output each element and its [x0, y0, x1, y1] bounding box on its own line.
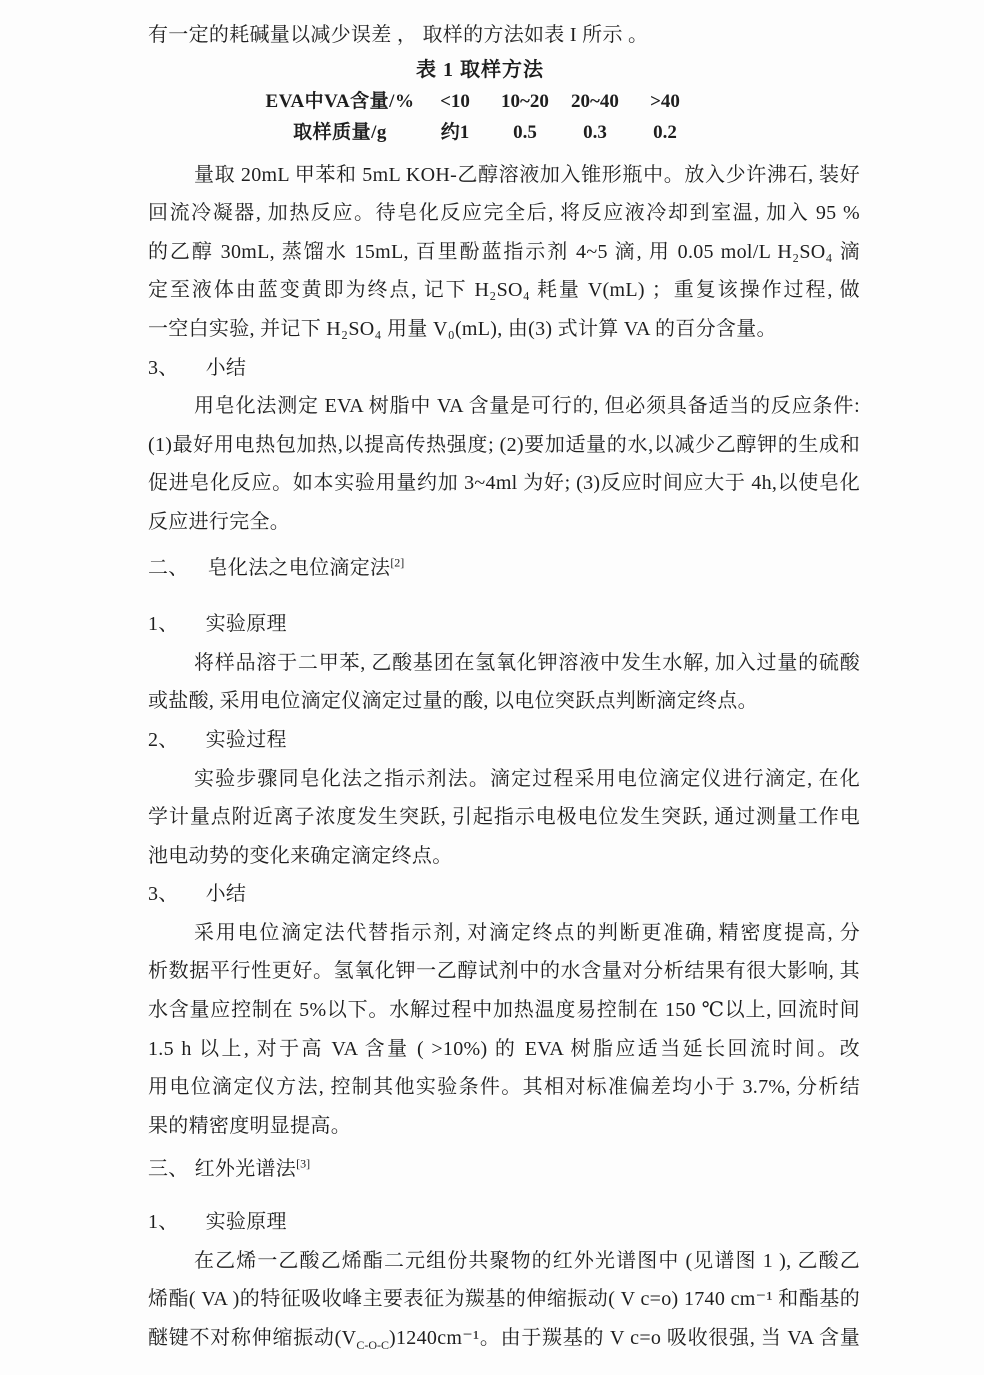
paragraph-line: 池电动势的变化来确定滴定终点。	[148, 844, 453, 867]
body-line-intro: 有一定的耗碱量以减少误差 ， 取样的方法如表 I 所示 。	[148, 24, 649, 46]
table-row-label: 取样质量/g	[293, 121, 387, 143]
paragraph-line: 果的精密度明显提高。	[148, 1114, 351, 1137]
heading-label: 红外光谱法	[194, 1158, 297, 1181]
subsection-heading-principle-3	[148, 1203, 860, 1242]
paragraph-line: 学计量点附近离子浓度发生突跃, 引起指示电极电位发生突跃, 通过测量工作电	[148, 806, 860, 829]
formula-subscript: C-O-C	[356, 1337, 390, 1352]
section-heading-2	[148, 549, 860, 588]
paragraph-line-with-formula	[148, 1319, 860, 1358]
table-header-row	[260, 86, 700, 117]
paragraph-line: 量取 20mL 甲苯和 5mL KOH-乙醇溶液加入锥形瓶中。放入少许沸石, 装好	[194, 163, 860, 186]
heading-number: 三、	[148, 1158, 189, 1181]
heading-number: 3、	[148, 883, 179, 906]
table-header-cell: <10	[440, 90, 470, 112]
heading-label: 实验过程	[205, 728, 287, 751]
table-header-cell: >40	[650, 90, 680, 112]
paragraph-line: (1)最好用电热包加热,以提高传热强度; (2)要加适量的水,以减少乙醇钾的生成和	[148, 433, 860, 456]
formula-text-post: )1240cm⁻¹。由于羰基的 V c=o 吸收很强, 当 VA 含量	[389, 1326, 861, 1349]
subsection-heading-summary-2	[148, 875, 860, 914]
subsection-heading-summary-1	[148, 349, 860, 388]
paragraph-line: 用电位滴定仪方法, 控制其他实验条件。其相对标准偏差均小于 3.7%, 分析结	[148, 1076, 860, 1099]
heading-number: 1、	[148, 1211, 179, 1234]
heading-label: 皂化法之电位滴定法	[207, 556, 391, 579]
table-title: 表 1 取样方法	[416, 58, 544, 81]
citation-superscript: [3]	[296, 1156, 311, 1171]
table-cell: 0.3	[583, 121, 607, 143]
paragraph-line: 用皂化法测定 EVA 树脂中 VA 含量是可行的, 但必须具备适当的反应条件:	[194, 395, 860, 418]
heading-number: 二、	[148, 556, 189, 579]
paragraph-line: 析数据平行性更好。氢氧化钾一乙醇试剂中的水含量对分析结果有很大影响, 其	[148, 960, 860, 983]
table-cell: 0.2	[653, 121, 677, 143]
heading-number: 1、	[148, 613, 179, 636]
table-cell: 约1	[440, 121, 470, 143]
formula-text-pre: 醚键不对称伸缩振动(V	[148, 1326, 357, 1349]
citation-superscript: [2]	[390, 554, 405, 569]
paragraph-line: 反应进行完全。	[148, 510, 291, 533]
sampling-method-table	[260, 55, 700, 148]
subsection-heading-process-2	[148, 721, 860, 760]
heading-label: 小结	[205, 883, 247, 906]
heading-label: 实验原理	[205, 1211, 287, 1234]
paragraph-line: 采用电位滴定法代替指示剂, 对滴定终点的判断更准确, 精密度提高, 分	[194, 921, 860, 944]
table-cell: 0.5	[513, 121, 537, 143]
paragraph-line: 回流冷凝器, 加热反应。待皂化反应完全后, 将反应液冷却到室温, 加入 95 %	[148, 202, 860, 225]
paragraph-line: 的乙醇 30mL, 蒸馏水 15mL, 百里酚蓝指示剂 4~5 滴, 用 0.05 mol/L H₂SO₄ 滴	[148, 240, 860, 263]
paragraph-line: 烯酯( VA )的特征吸收峰主要表征为羰基的伸缩振动( V c=o) 1740 cm⁻¹ 和酯基的	[148, 1288, 860, 1311]
section-heading-3	[148, 1150, 860, 1189]
subsection-heading-principle-2	[148, 605, 860, 644]
table-header-cell: 20~40	[571, 90, 619, 112]
paragraph-line: 实验步骤同皂化法之指示剂法。滴定过程采用电位滴定仪进行滴定, 在化	[194, 767, 860, 790]
paragraph-line: 一空白实验, 并记下 H₂SO₄ 用量 V₀(mL), 由(3) 式计算 VA 的百分含量。	[148, 317, 777, 340]
heading-number: 3、	[148, 356, 179, 379]
table-header-label: EVA中VA含量/%	[265, 90, 415, 112]
paragraph-line: 将样品溶于二甲苯, 乙酸基团在氢氧化钾溶液中发生水解, 加入过量的硫酸	[194, 651, 860, 674]
table-data-row	[260, 117, 700, 148]
paragraph-line: 在乙烯一乙酸乙烯酯二元组份共聚物的红外光谱图中 (见谱图 1 ), 乙酸乙	[194, 1249, 860, 1272]
heading-label: 实验原理	[205, 613, 287, 636]
paragraph-line: 1.5 h 以上, 对于高 VA 含量 ( >10%) 的 EVA 树脂应适当延长回流时间。改	[148, 1037, 860, 1060]
paragraph-line: 水含量应控制在 5%以下。水解过程中加热温度易控制在 150 ℃以上, 回流时间	[148, 999, 860, 1022]
table-header-cell: 10~20	[501, 90, 549, 112]
heading-number: 2、	[148, 728, 179, 751]
paragraph-line: 或盐酸, 采用电位滴定仪滴定过量的酸, 以电位突跃点判断滴定终点。	[148, 690, 758, 713]
heading-label: 小结	[205, 356, 247, 379]
paragraph-line: 促进皂化反应。如本实验用量约加 3~4ml 为好; (3)反应时间应大于 4h,以使皂化	[148, 472, 860, 495]
paragraph-line: 定至液体由蓝变黄即为终点, 记下 H₂SO₄ 耗量 V(mL) ；重复该操作过程, 做	[148, 279, 860, 302]
